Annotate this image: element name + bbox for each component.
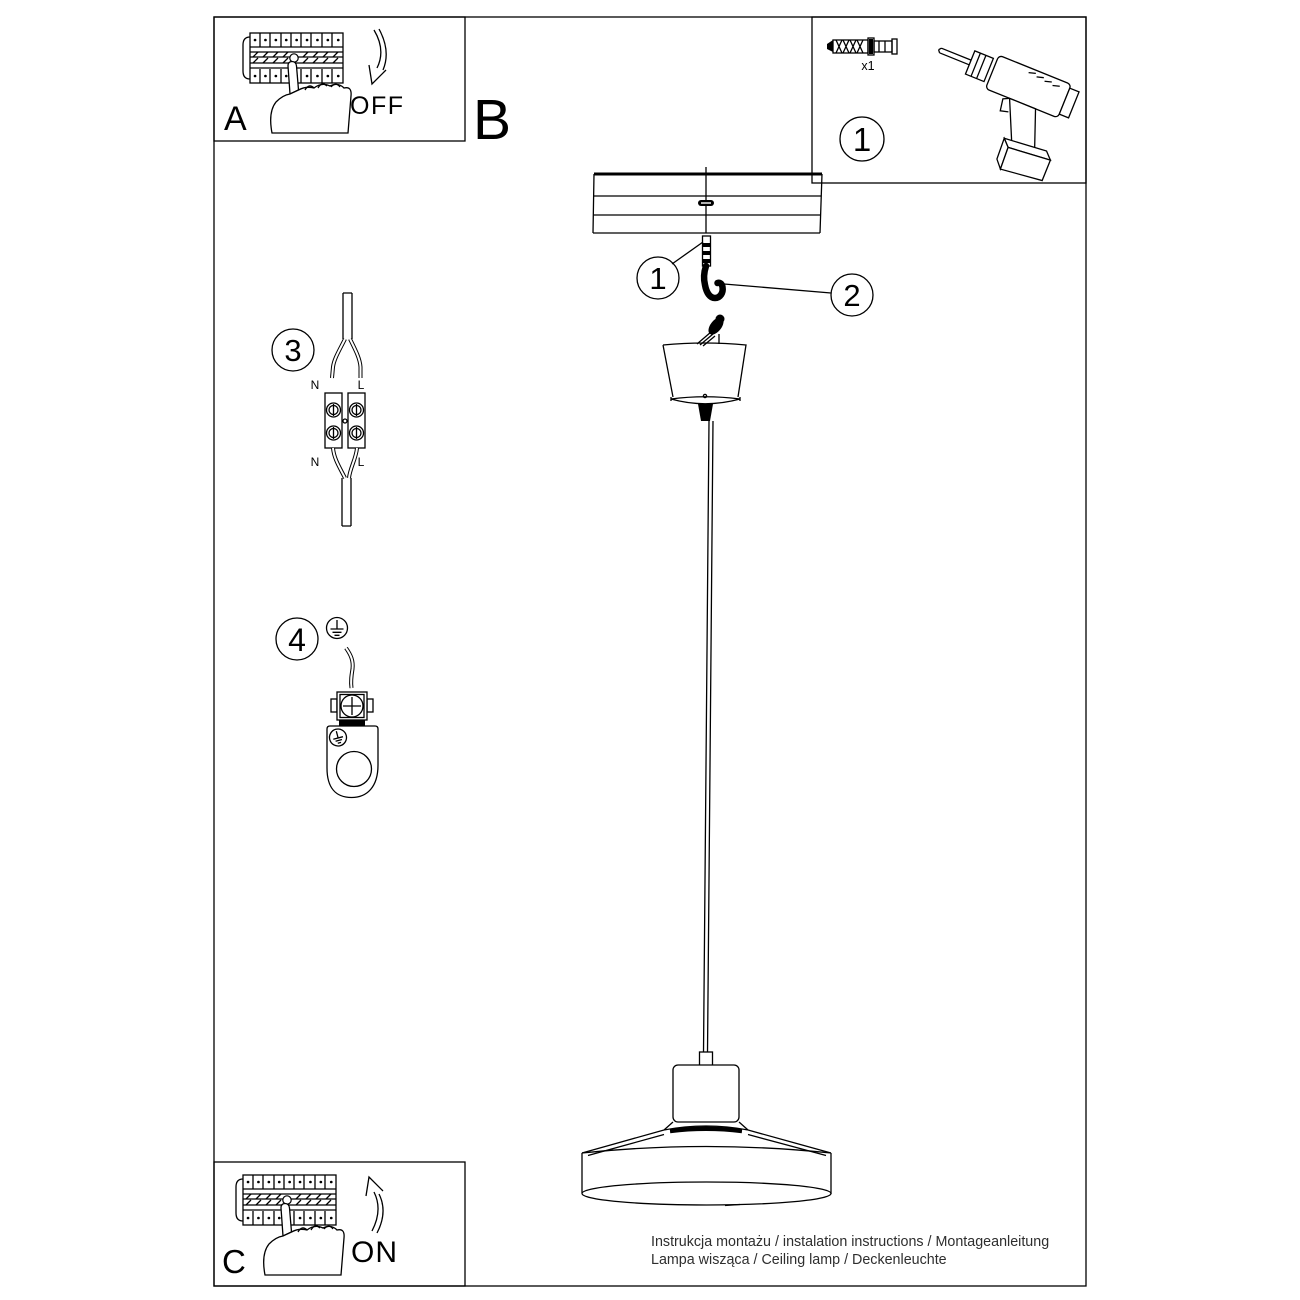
ground-screw-terminal xyxy=(331,692,373,726)
cord-grip xyxy=(698,404,713,421)
callout-hook-number: 2 xyxy=(843,278,861,313)
arrow-up-icon xyxy=(366,1177,383,1233)
step-b-label: B xyxy=(473,88,512,152)
wall-plug-icon xyxy=(827,38,897,55)
canopy xyxy=(663,315,746,422)
page-border xyxy=(214,17,1086,1286)
drill-icon xyxy=(906,34,1081,186)
tools-box xyxy=(812,17,1086,186)
step-a-box xyxy=(214,17,465,141)
callout-hook xyxy=(724,274,873,316)
label-top-l: L xyxy=(357,378,365,392)
socket-housing xyxy=(673,1065,739,1122)
cable xyxy=(704,421,714,1053)
strain-relief xyxy=(700,1052,713,1066)
callout-terminal-number: 3 xyxy=(284,333,302,368)
step-a-action-off: OFF xyxy=(350,92,405,120)
callout-anchor-number: 1 xyxy=(649,261,667,296)
step-c-label: C xyxy=(222,1243,246,1280)
tools-callout-number: 1 xyxy=(852,121,872,158)
lamp-cable-bottom xyxy=(342,478,351,526)
ground-terminal-diagram xyxy=(276,618,378,798)
shade-neck-band xyxy=(670,1129,742,1131)
label-top-n: N xyxy=(310,378,320,392)
step-c-action-on: ON xyxy=(351,1236,398,1269)
label-bottom-n: N xyxy=(310,455,320,469)
footer-line-1: Instrukcja montażu / instalation instructions / Montageanleitung xyxy=(651,1234,1050,1250)
arrow-down-icon xyxy=(369,29,386,84)
wall-plug-quantity: x1 xyxy=(861,59,875,73)
supply-cable-top xyxy=(343,293,352,339)
terminal-block xyxy=(325,393,365,448)
step-c-box xyxy=(214,1162,465,1286)
lamp-holder-body xyxy=(327,726,378,798)
callout-anchor xyxy=(637,242,703,299)
earth-symbol-icon xyxy=(327,618,348,639)
lamp-shade xyxy=(582,1052,831,1206)
canopy-hook-icon xyxy=(697,315,726,347)
footer-line-2: Lampa wisząca / Ceiling lamp / Deckenleuchte xyxy=(651,1252,947,1268)
footer xyxy=(651,1234,1049,1268)
terminal-wiring-diagram xyxy=(272,293,365,526)
step-a-label: A xyxy=(224,100,247,138)
callout-ground-number: 4 xyxy=(288,622,306,658)
label-bottom-l: L xyxy=(357,455,365,469)
ceiling-diagram xyxy=(593,167,822,298)
hook-icon xyxy=(704,266,723,298)
